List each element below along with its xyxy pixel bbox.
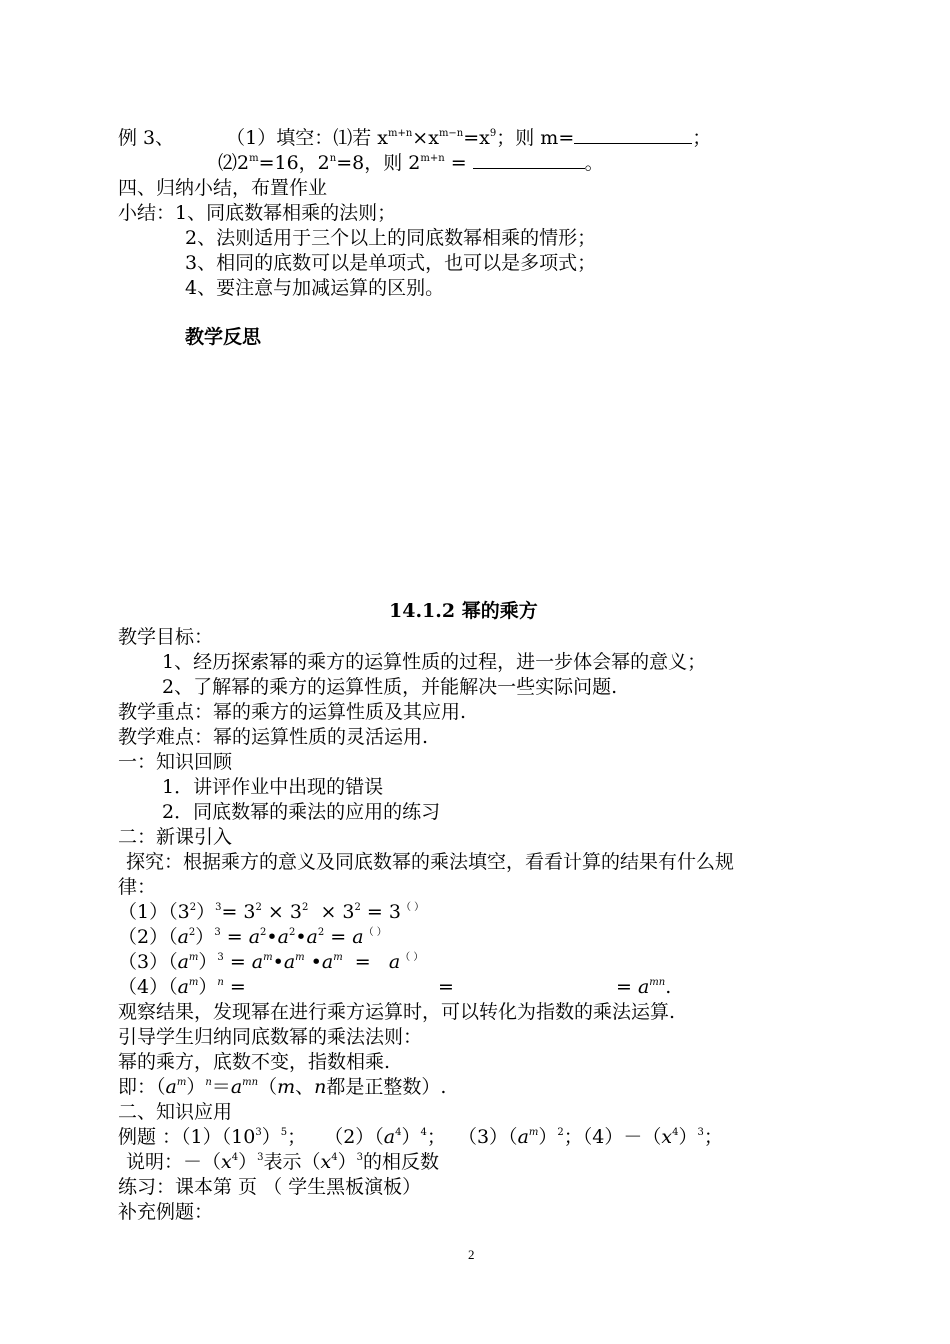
explore-line-2: 律：	[118, 876, 157, 898]
summary-heading: 四、归纳小结，布置作业	[118, 177, 328, 199]
explore-line-1: 探究：根据乘方的意义及同底数幂的乘法填空，看看计算的结果有什么规	[126, 851, 735, 873]
key-point: 教学重点：幂的乘方的运算性质及其应用.	[118, 701, 467, 723]
practice-line: 练习：课本第 页 （ 学生黑板演板）	[118, 1176, 422, 1198]
review-item-2: 2．同底数幂的乘法的应用的练习	[162, 801, 441, 823]
formula-3: $(3)(a^m)^3$ = $a^m•a^m$ $•a^m = a^{( )}$	[118, 951, 424, 973]
answer-blank-m[interactable]	[574, 127, 692, 144]
goal-2: 2、了解幂的乘方的运算性质，并能解决一些实际问题.	[162, 676, 618, 698]
formula-4-eq-2: = $a^{mn}$.	[616, 976, 672, 998]
supplement-label: 补充例题：	[118, 1201, 214, 1223]
example-3-line-2: $⑵2^m=16$，$2^n=8$，则 $2^{m+n}$ = 。	[218, 152, 604, 174]
explanation-line: 说明：$-(x^4)^3$表示$(x^4)^3$的相反数	[126, 1151, 440, 1173]
difficulty: 教学难点：幂的运算性质的灵活运用.	[118, 726, 429, 748]
apply-heading: 二、知识应用	[118, 1101, 233, 1123]
power-rule: 幂的乘方，底数不变，指数相乘.	[118, 1051, 391, 1073]
summary-item-4: 4、要注意与加减运算的区别。	[185, 277, 445, 299]
formula-2: $(2)(a^2)^3$ = $a^2•a^2•a^2 = a^{( )}$	[118, 926, 387, 948]
formula-1: $(1)(3^2)^3= 3^2 \times 3^2 \times 3^2 = 3^{( )}$	[118, 901, 425, 923]
example-3-label: 例 3、	[118, 127, 175, 149]
formula-4-eq-1: =	[438, 976, 454, 998]
summary-item-2: 2、法则适用于三个以上的同底数幂相乘的情形；	[185, 227, 597, 249]
answer-blank-power[interactable]	[473, 152, 585, 169]
formula-4: $(4)(a^m)^n$ =	[118, 976, 246, 998]
review-heading: 一：知识回顾	[118, 751, 233, 773]
lesson-title: 14.1.2 幂的乘方	[389, 600, 538, 622]
reflection-heading: 教学反思	[185, 326, 262, 348]
goals-label: 教学目标：	[118, 626, 214, 648]
rule-formula: 即：$(a^m)^n=a^{mn}(m$、n都是正整数）.	[118, 1076, 447, 1098]
example-3-line-1: 例 3、 （1）填空：⑴若 $x^{m+n}\times x^{m-n}=x^9$；则 m= ；	[118, 127, 712, 149]
goal-1: 1、经历探索幂的乘方的运算性质的过程，进一步体会幂的意义；	[162, 651, 707, 673]
examples-line: 例题 ：$(1)(10^3)^5$； $(2)(a^4)^4$； $(3)(a^m)^2$；$(4)-(x^4)^3$；	[118, 1126, 723, 1148]
summary-item-1: 小结：1、同底数幂相乘的法则；	[118, 202, 397, 224]
review-item-1: 1．讲评作业中出现的错误	[162, 776, 384, 798]
guide-text: 引导学生归纳同底数幂的乘法法则：	[118, 1026, 423, 1048]
page-number: 2	[468, 1247, 475, 1262]
observation: 观察结果，发现幂在进行乘方运算时，可以转化为指数的乘法运算.	[118, 1001, 676, 1023]
intro-heading: 二：新课引入	[118, 826, 233, 848]
summary-item-3: 3、相同的底数可以是单项式，也可以是多项式；	[185, 252, 597, 274]
